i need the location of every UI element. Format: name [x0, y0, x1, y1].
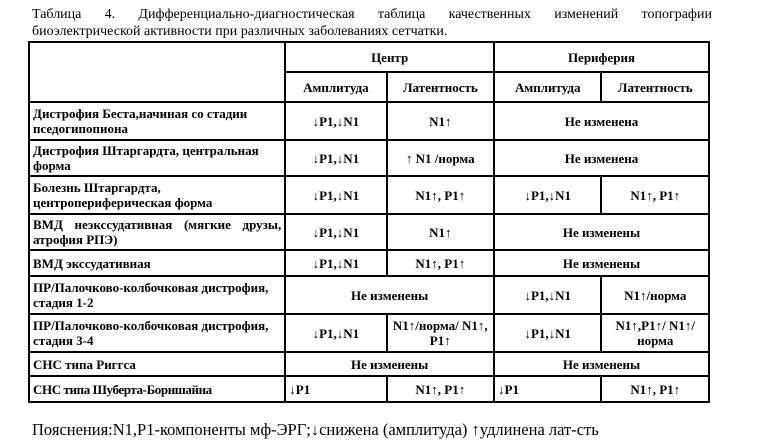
header-periphery-amplitude: Амплитуда — [494, 72, 601, 102]
periphery-merged-cell: Не изменена — [494, 102, 709, 140]
table-row — [29, 140, 709, 176]
center-latency-cell: N1↑ — [387, 214, 494, 250]
row-label: ВМД неэкссудативная (мягкие друзы, атрофия РПЭ) — [29, 214, 285, 250]
center-amplitude-cell: ↓P1,↓N1 — [285, 176, 386, 214]
header-center-latency: Латентность — [387, 72, 494, 102]
periphery-merged-cell: Не изменены — [494, 250, 709, 276]
table-row — [29, 314, 709, 352]
center-merged-cell: Не изменены — [285, 276, 494, 314]
center-latency-cell: N1↑ — [387, 102, 494, 140]
periphery-amplitude-cell: ↓P1,↓N1 — [494, 276, 601, 314]
periphery-merged-cell: Не изменена — [494, 140, 709, 176]
header-periphery: Периферия — [494, 42, 709, 72]
footnote: Пояснения:N1,P1-компоненты мф-ЭРГ;↓снижена (амплитуда) ↑удлинена лат-сть — [32, 420, 599, 439]
header-row-1 — [29, 42, 709, 72]
header-center-amplitude: Амплитуда — [285, 72, 386, 102]
center-amplitude-cell: ↓P1,↓N1 — [285, 214, 386, 250]
table-row — [29, 250, 709, 276]
table-row — [29, 102, 709, 140]
center-merged-cell: Не изменены — [285, 352, 494, 376]
row-label: Дистрофия Штаргардта, центральная форма — [29, 140, 285, 176]
header-center: Центр — [285, 42, 494, 72]
periphery-latency-cell: N1↑, P1↑ — [601, 176, 709, 214]
row-label: ПР/Палочково-колбочковая дистрофия, стадия 1-2 — [29, 276, 285, 314]
center-amplitude-cell: ↓P1,↓N1 — [285, 314, 386, 352]
row-label: ПР/Палочково-колбочковая дистрофия, стадия 3-4 — [29, 314, 285, 352]
periphery-latency-cell: N1↑,P1↑/ N1↑/норма — [601, 314, 709, 352]
row-label: ВМД экссудативная — [29, 250, 285, 276]
row-label: Болезнь Штаргардта, центропериферическая форма — [29, 176, 285, 214]
center-amplitude-cell: ↓P1,↓N1 — [285, 102, 386, 140]
caption-line-1: Таблица 4. Дифференциально-диагностическая таблица качественных изменений топографии — [32, 7, 712, 22]
periphery-amplitude-cell: ↓P1 — [494, 376, 601, 402]
periphery-latency-cell: N1↑, P1↑ — [601, 376, 709, 402]
diagnostic-table — [28, 41, 710, 403]
header-periphery-latency: Латентность — [601, 72, 709, 102]
table-row — [29, 276, 709, 314]
center-latency-cell: N1↑, P1↑ — [387, 376, 494, 402]
periphery-latency-cell: N1↑/норма — [601, 276, 709, 314]
row-label: СНС типа Шуберта-Борншайна — [29, 376, 285, 402]
center-latency-cell: N1↑, P1↑ — [387, 250, 494, 276]
periphery-merged-cell: Не изменены — [494, 214, 709, 250]
center-latency-cell: N1↑/норма/ N1↑, P1↑ — [387, 314, 494, 352]
table-row — [29, 176, 709, 214]
table-caption — [32, 6, 712, 40]
periphery-amplitude-cell: ↓P1,↓N1 — [494, 176, 601, 214]
caption-line-2: биоэлектрической активности при различных заболеваниях сетчатки. — [32, 24, 448, 39]
row-label: СНС типа Риггса — [29, 352, 285, 376]
center-amplitude-cell: ↓P1,↓N1 — [285, 250, 386, 276]
center-amplitude-cell: ↓P1,↓N1 — [285, 140, 386, 176]
center-amplitude-cell: ↓P1 — [285, 376, 386, 402]
table-row — [29, 376, 709, 402]
header-empty-cell — [29, 42, 285, 102]
center-latency-cell: ↑ N1 /норма — [387, 140, 494, 176]
periphery-merged-cell: Не изменены — [494, 352, 709, 376]
center-latency-cell: N1↑, P1↑ — [387, 176, 494, 214]
table-row — [29, 352, 709, 376]
table-row — [29, 214, 709, 250]
row-label: Дистрофия Беста,начиная со стадии пседогипопиона — [29, 102, 285, 140]
periphery-amplitude-cell: ↓P1,↓N1 — [494, 314, 601, 352]
